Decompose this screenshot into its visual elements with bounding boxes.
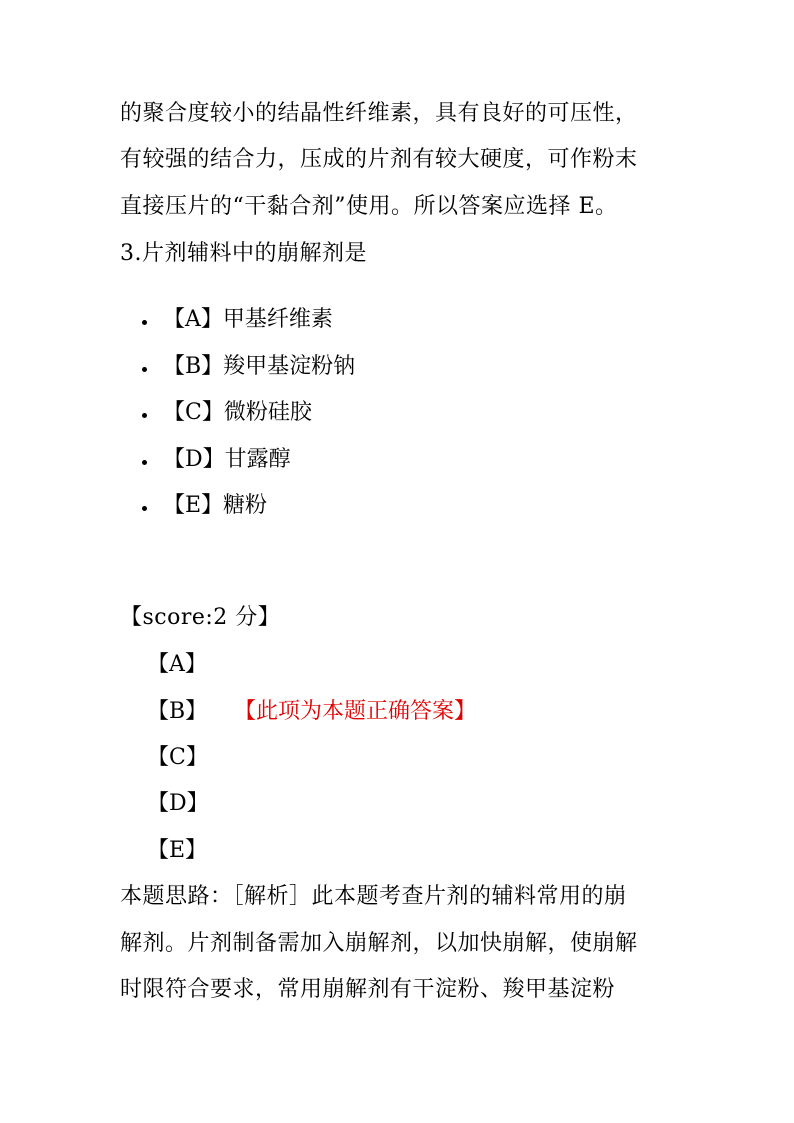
bullet-icon xyxy=(142,367,147,372)
score-label: 【score:2 分】 xyxy=(120,605,281,630)
option-item-d xyxy=(142,445,291,475)
intro-line: 的聚合度较小的结晶性纤维素，具有良好的可压性， xyxy=(120,101,638,126)
answer-item-c: 【C】 xyxy=(147,745,208,770)
correct-answer-tag: 【此项为本题正确答案】 xyxy=(234,699,477,724)
answer-item-d: 【D】 xyxy=(147,791,209,816)
question-text: 3.片剂辅料中的崩解剂是 xyxy=(120,241,367,266)
bullet-icon xyxy=(142,320,147,325)
answer-item-a: 【A】 xyxy=(147,652,207,677)
option-label: 【E】糖粉 xyxy=(163,493,268,518)
option-label: 【A】甲基纤维素 xyxy=(163,307,333,332)
option-item-c xyxy=(142,398,312,428)
intro-line: 有较强的结合力，压成的片剂有较大硬度，可作粉末 xyxy=(120,147,638,172)
option-item-e xyxy=(142,491,267,521)
option-label: 【C】微粉硅胶 xyxy=(163,400,312,425)
explanation-line: 解剂。片剂制备需加入崩解剂，以加快崩解，使崩解 xyxy=(120,931,638,956)
intro-line: 直接压片的“干黏合剂”使用。所以答案应选择 E。 xyxy=(120,194,618,219)
option-label: 【D】甘露醇 xyxy=(163,447,291,472)
answer-item-b: 【B】 xyxy=(147,699,208,724)
bullet-icon xyxy=(142,506,147,511)
option-item-b xyxy=(142,352,355,382)
option-label: 【B】羧甲基淀粉钠 xyxy=(163,354,356,379)
answer-item-e: 【E】 xyxy=(147,838,208,863)
bullet-icon xyxy=(142,413,147,418)
explanation-line: 时限符合要求，常用崩解剂有干淀粉、羧甲基淀粉 xyxy=(120,977,616,1002)
option-item-a xyxy=(142,305,333,335)
bullet-icon xyxy=(142,460,147,465)
explanation-line: 本题思路：［解析］此本题考查片剂的辅料常用的崩 xyxy=(120,884,627,909)
